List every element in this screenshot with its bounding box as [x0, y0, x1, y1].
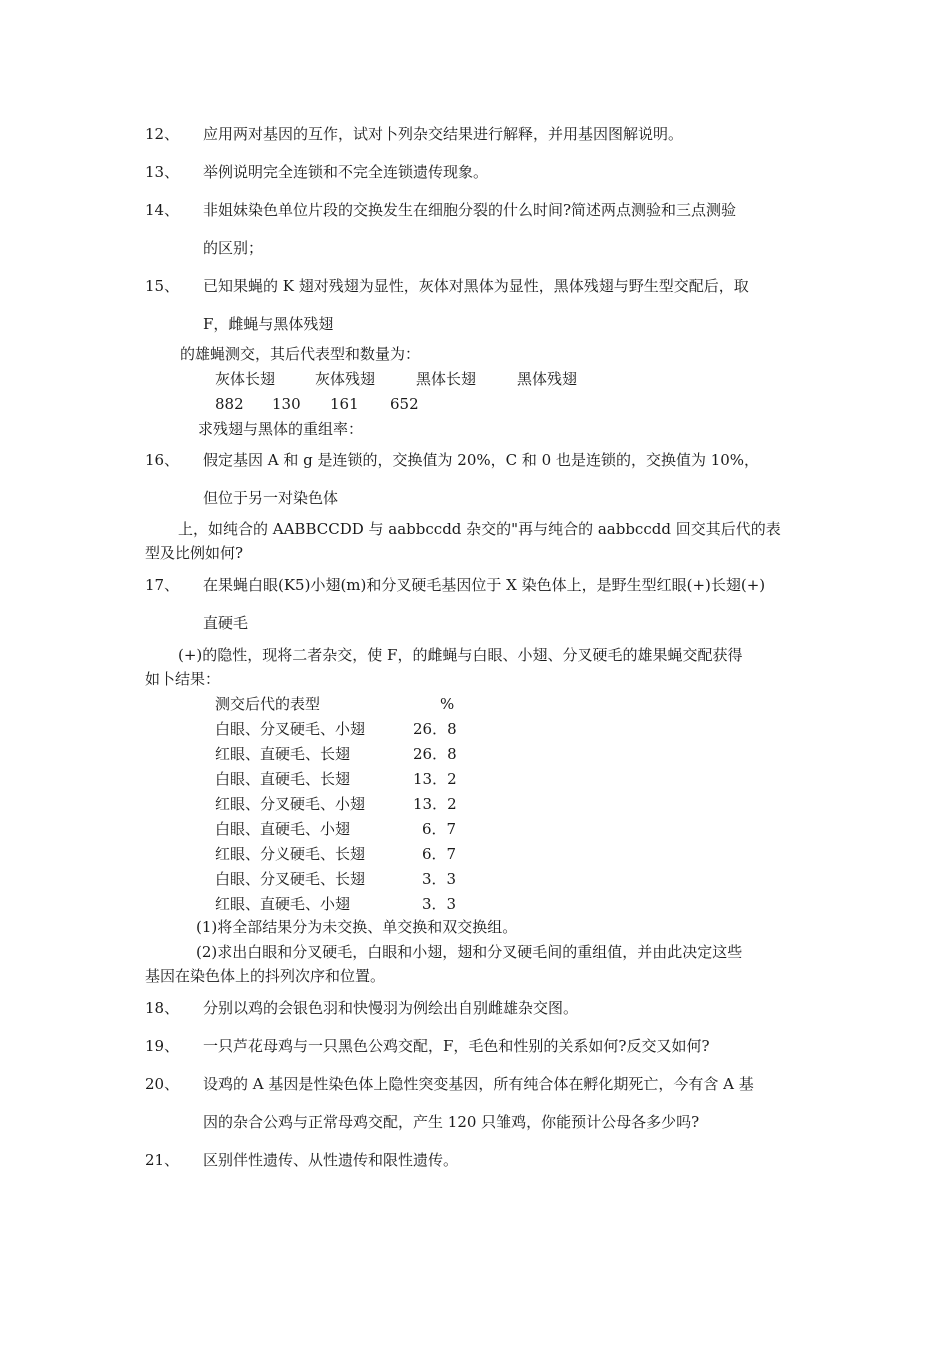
table-row-phenotype: 白眼、直硬毛、小翅: [215, 820, 351, 838]
table-row-phenotype: 红眼、直硬毛、长翅: [215, 745, 351, 763]
question-text-continued: 求残翅与黑体的重组率：: [198, 420, 364, 438]
phenotype-header: 黑体长翅: [416, 370, 477, 388]
question-number: 15、: [145, 277, 180, 295]
question-text-continued: 直硬毛: [203, 614, 249, 632]
question-number: 21、: [145, 1151, 180, 1169]
question-text: 假定基因 A 和 g 是连锁的，交换值为 20%，C 和 0 也是连锁的，交换值为 10%，: [203, 451, 760, 469]
table-row-phenotype: 白眼、分叉硬毛、长翅: [215, 870, 366, 888]
table-row-percent: 26．8: [413, 745, 457, 763]
table-row-phenotype: 白眼、分叉硬毛、小翅: [215, 720, 366, 738]
question-number: 13、: [145, 163, 180, 181]
question-text: 分别以鸡的会银色羽和快慢羽为例绘出自别雌雄杂交图。: [203, 999, 579, 1017]
table-row-percent: 3．3: [422, 895, 457, 913]
question-text-continued: F，雌蝇与黑体残翅: [203, 315, 334, 333]
phenotype-header: 灰体残翅: [315, 370, 376, 388]
question-text-continued: 如卜结果：: [145, 670, 221, 688]
question-text-continued: 上，如纯合的 AABBCCDD 与 aabbccdd 杂交的"再与纯合的 aabbccdd 回交其后代的表: [178, 520, 781, 538]
question-text-continued: 但位于另一对染色体: [203, 489, 339, 507]
phenotype-header: 灰体长翅: [215, 370, 276, 388]
question-text: 区别伴性遗传、从性遗传和限性遗传。: [203, 1151, 459, 1169]
table-row-percent: 13．2: [413, 795, 457, 813]
question-text-continued: (+)的隐性，现将二者杂交，使 F，的雌蝇与白眼、小翅、分叉硬毛的雄果蝇交配获得: [178, 646, 743, 664]
question-number: 16、: [145, 451, 180, 469]
question-text: 举例说明完全连锁和不完全连锁遗传现象。: [203, 163, 489, 181]
phenotype-count: 652: [390, 395, 419, 413]
sub-question: (2)求出白眼和分叉硬毛，白眼和小翅，翅和分叉硬毛间的重组值，并由此决定这些: [196, 943, 743, 961]
question-text-continued: 的雄蝇测交，其后代表型和数量为：: [180, 345, 421, 363]
question-text: 一只芦花母鸡与一只黑色公鸡交配，F，毛色和性别的关系如何?反交又如何?: [203, 1037, 710, 1055]
question-number: 18、: [145, 999, 180, 1017]
table-row-phenotype: 红眼、分叉硬毛、小翅: [215, 795, 366, 813]
sub-question-continued: 基因在染色体上的抖列次序和位置。: [145, 967, 386, 985]
table-header-phenotype: 测交后代的表型: [215, 695, 321, 713]
table-row-phenotype: 红眼、直硬毛、小翅: [215, 895, 351, 913]
question-number: 12、: [145, 125, 180, 143]
question-text: 应用两对基因的互作，试对卜列杂交结果进行解释，并用基因图解说明。: [203, 125, 684, 143]
question-text-continued: 型及比例如何?: [145, 544, 244, 562]
question-text: 在果蝇白眼(K5)小翅(m)和分叉硬毛基因位于 X 染色体上，是野生型红眼(+)长翅(+): [203, 576, 766, 594]
question-number: 20、: [145, 1075, 180, 1093]
phenotype-count: 130: [272, 395, 301, 413]
table-row-percent: 13．2: [413, 770, 457, 788]
question-text-continued: 的区别；: [203, 239, 264, 257]
question-text: 设鸡的 A 基因是性染色体上隐性突变基因，所有纯合体在孵化期死亡，今有含 A 基: [203, 1075, 754, 1093]
table-row-percent: 26．8: [413, 720, 457, 738]
phenotype-count: 882: [215, 395, 244, 413]
table-header-percent: %: [440, 695, 455, 713]
question-number: 17、: [145, 576, 180, 594]
phenotype-header: 黑体残翅: [517, 370, 578, 388]
table-row-percent: 6．7: [422, 845, 457, 863]
question-text-continued: 因的杂合公鸡与正常母鸡交配，产生 120 只雏鸡，你能预计公母各多少吗?: [203, 1113, 700, 1131]
question-text: 已知果蝇的 K 翅对残翅为显性，灰体对黑体为显性，黑体残翅与野生型交配后，取: [203, 277, 749, 295]
question-number: 19、: [145, 1037, 180, 1055]
table-row-percent: 6．7: [422, 820, 457, 838]
question-text: 非姐妹染色单位片段的交换发生在细胞分裂的什么时间?简述两点测验和三点测验: [203, 201, 737, 219]
phenotype-count: 161: [330, 395, 359, 413]
table-row-phenotype: 红眼、分义硬毛、长翅: [215, 845, 366, 863]
table-row-percent: 3．3: [422, 870, 457, 888]
sub-question: (1)将全部结果分为未交换、单交换和双交换组。: [196, 918, 518, 936]
table-row-phenotype: 白眼、直硬毛、长翅: [215, 770, 351, 788]
question-number: 14、: [145, 201, 180, 219]
